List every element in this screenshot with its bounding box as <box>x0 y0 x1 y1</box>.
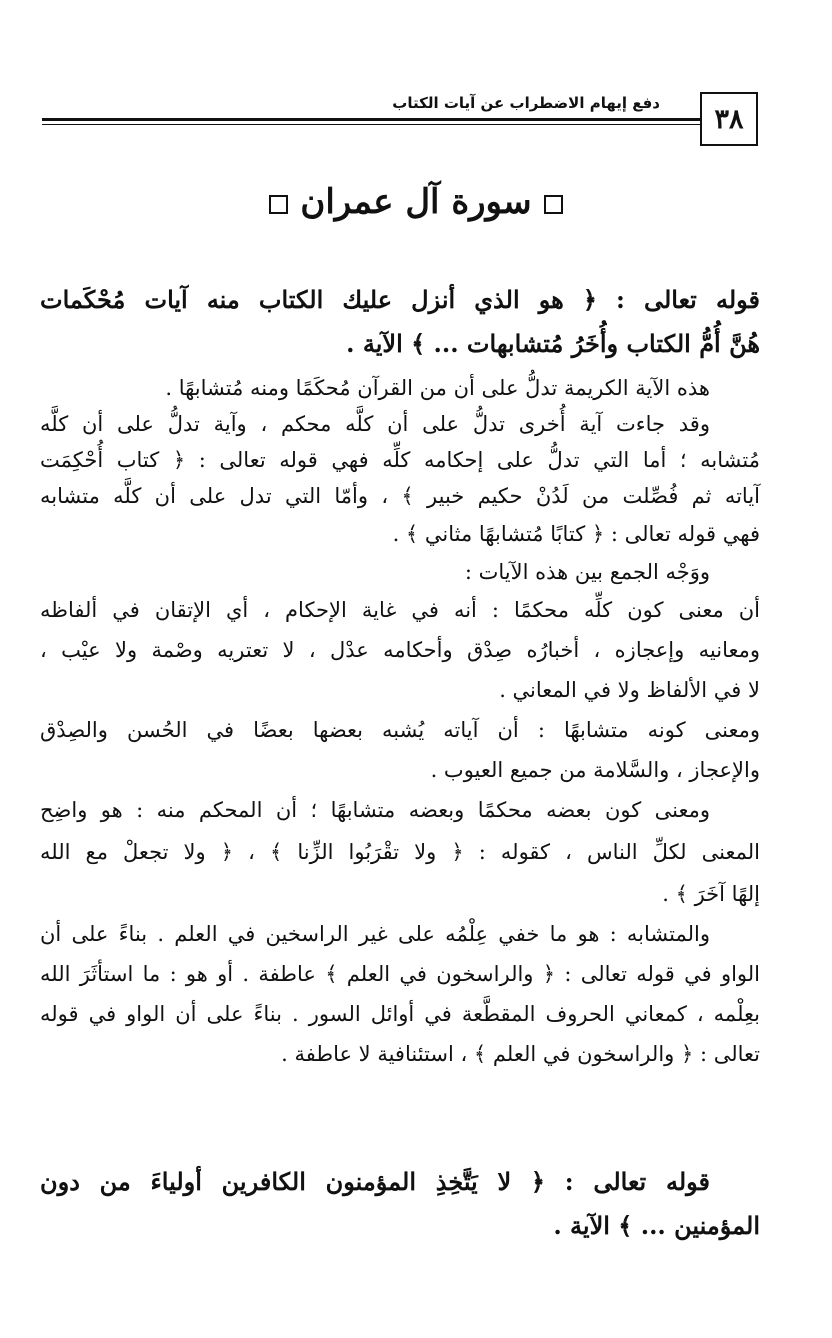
text-line: ومعنى كونه متشابهًا : أن آياته يُشبه بعضها بعضًا في الحُسن والصِدْق <box>40 718 760 742</box>
text-line: والمتشابه : هو ما خفي عِلْمُه على غير الراسخين في العلم . بناءً على أن <box>40 922 710 946</box>
text-line: لا في الألفاظ ولا في المعاني . <box>499 678 760 702</box>
text-line: ووَجْه الجمع بين هذه الآيات : <box>464 560 710 584</box>
text-line: والإعجاز ، والسَّلامة من جميع العيوب . <box>430 758 760 782</box>
header-rule-thin <box>42 124 700 125</box>
text-line: فهي قوله تعالى : ﴿ كتابًا مُتشابهًا مثاني ﴾ . <box>392 522 760 546</box>
text-line: الواو في قوله تعالى : ﴿ والراسخون في العلم ﴾ عاطفة . أو هو : ما استأثَرَ الله <box>40 962 760 986</box>
running-title: دفع إيهام الاضطراب عن آيات الكتاب <box>392 94 660 112</box>
text-line: المعنى لكلِّ الناس ، كقوله : ﴿ ولا تقْرَبُوا الزِّنا ﴾ ، ﴿ ولا تجعلْ مع الله <box>40 840 760 864</box>
text-line: إلهًا آخَرَ ﴾ . <box>662 882 760 906</box>
text-line: بعِلْمه ، كمعاني الحروف المقطَّعة في أوائل السور . بناءً على أن الواو في قوله <box>40 1002 760 1026</box>
text-line: آياته ثم فُصِّلت من لَدُنْ حكيم خبير ﴾ ، وأمّا التي تدل على أن كلَّه متشابه <box>40 484 760 508</box>
text-line: قوله تعالى : ﴿ لا يَتَّخِذِ المؤمنون الكافرين أولياءَ من دون <box>40 1167 710 1196</box>
square-ornament-icon <box>269 195 288 214</box>
text-line: تعالى : ﴿ والراسخون في العلم ﴾ ، استئنافية لا عاطفة . <box>281 1042 760 1066</box>
square-ornament-icon <box>544 195 563 214</box>
text-line: ومعنى كون بعضه محكمًا وبعضه متشابهًا ؛ أن المحكم منه : هو واضِح <box>40 798 710 822</box>
page-number: ٣٨ <box>700 92 758 146</box>
verse-heading-1 <box>40 278 760 366</box>
text-line: هذه الآية الكريمة تدلُّ على أن من القرآن مُحكَمًا ومنه مُتشابهًا . <box>165 376 710 400</box>
surah-heading <box>0 182 832 222</box>
text-line: أن معنى كون كلِّه محكمًا : أنه في غاية الإحكام ، أي الإتقان في ألفاظه <box>40 598 760 622</box>
body-text <box>40 370 760 1074</box>
text-line: المؤمنين ... ﴾ الآية . <box>553 1211 760 1240</box>
text-line: وقد جاءت آية أُخرى تدلُّ على أن كلَّه محكم ، وآية تدلُّ على أن كلَّه <box>40 412 710 436</box>
verse-heading-2 <box>40 1160 760 1248</box>
text-line: ومعانيه وإعجازه ، أخبارُه صِدْق وأحكامه عدْل ، لا تعتريه وصْمة ولا عيْب ، <box>40 638 760 662</box>
text-line: هُنَّ أُمُّ الكتاب وأُخَرُ مُتشابهات ... ﴾ الآية . <box>346 329 760 358</box>
text-line: قوله تعالى : ﴿ هو الذي أنزل عليك الكتاب منه آيات مُحْكَمات <box>40 285 760 314</box>
header-rule-thick <box>42 118 700 121</box>
text-line: مُتشابه ؛ أما التي تدلُّ على إحكامه كلِّه فهي قوله تعالى : ﴿ كتاب أُحْكِمَت <box>40 448 760 472</box>
surah-title: سورة آل عمران <box>300 182 532 222</box>
